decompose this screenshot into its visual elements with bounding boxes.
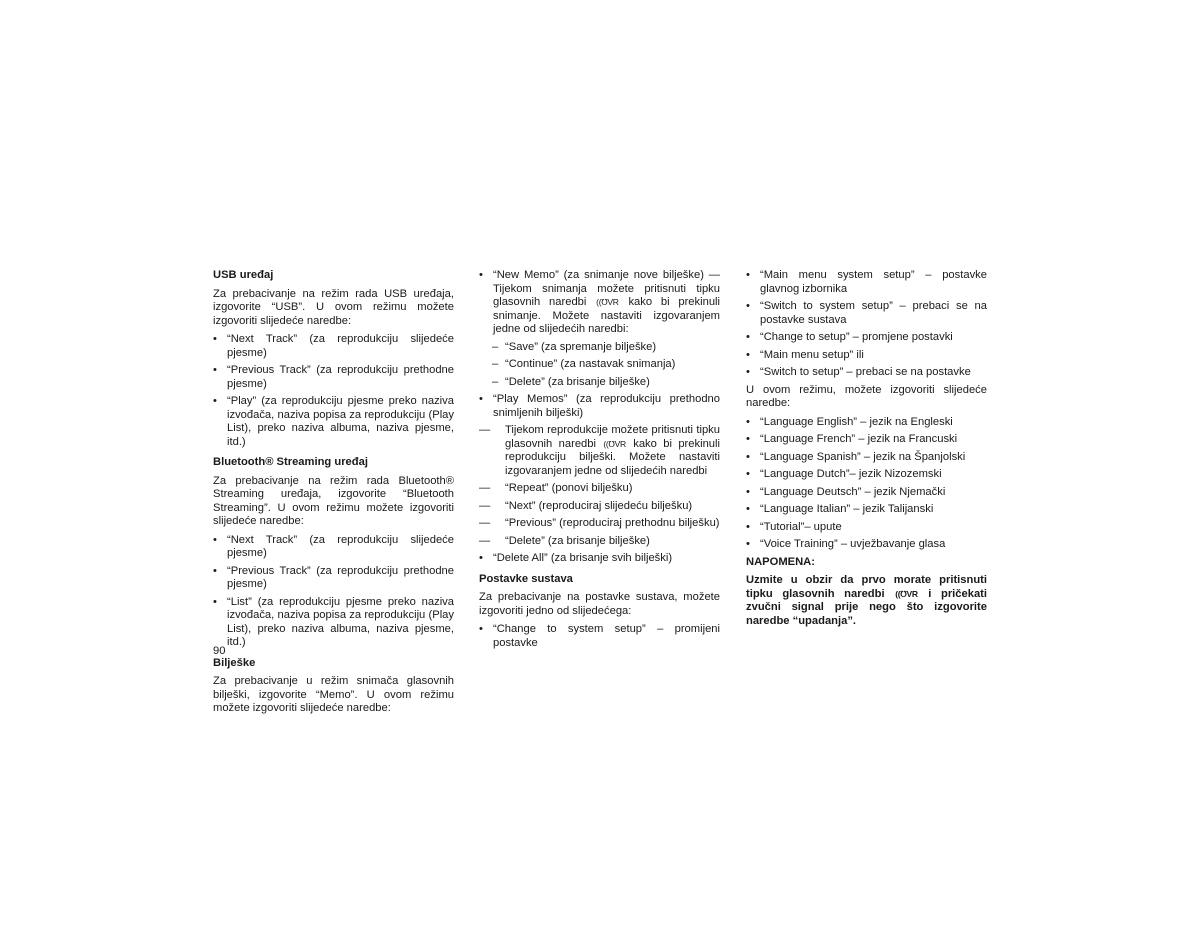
list-item: • “Language Dutch”– jezik Nizozemski bbox=[746, 468, 942, 480]
emdash: — bbox=[479, 424, 491, 436]
sub-item: — “Next” (reproduciraj slijedeću bilješku) bbox=[479, 499, 693, 512]
bullet: • bbox=[746, 485, 750, 498]
bullet: • bbox=[746, 503, 750, 515]
voice-command-icon: ((℧VR bbox=[895, 588, 918, 599]
sub-item: — “Delete” (za brisanje bilješke) bbox=[479, 534, 650, 547]
bluetooth-intro: Za prebacivanje na režim rada Bluetooth® Streaming uređaja, izgovorite “Bluetooth Streaming”. U ovom režimu možete izgovoriti slijedeće naredbe: bbox=[213, 474, 454, 527]
list-item: • “Switch to system setup” – prebaci se na postavke sustava bbox=[746, 300, 987, 326]
list-item: • “Play” (za reprodukciju pjesme preko naziva izvođača, naziva popisa za reprodukciju (Play List), preko naziva albuma, naziva pjesme, itd.) bbox=[213, 395, 454, 448]
list-item: • “Switch to setup” – prebaci se na postavke bbox=[746, 366, 971, 378]
language-intro: U ovom režimu, možete izgovoriti slijedeće naredbe: bbox=[746, 383, 987, 409]
list-item: • “Main menu system setup” – postavke glavnog izbornika bbox=[746, 269, 987, 295]
bullet: • bbox=[213, 564, 217, 577]
bullet: • bbox=[746, 538, 750, 550]
sub-item: — “Previous” (reproduciraj prethodnu bilješku) bbox=[479, 517, 720, 529]
bullet: • bbox=[213, 533, 217, 546]
list-item: • “Voice Training” – uvježbavanje glasa bbox=[746, 538, 946, 550]
bullet: • bbox=[746, 450, 750, 463]
sub-item: – “Save” (za spremanje bilješke) bbox=[492, 340, 657, 353]
bullet: • bbox=[213, 595, 217, 608]
bullet: • bbox=[479, 269, 483, 281]
bullet: • bbox=[479, 552, 483, 564]
sub-item: – “Continue” (za nastavak snimanja) bbox=[492, 358, 676, 370]
list-item: • “Language French” – jezik na Francuski bbox=[746, 433, 958, 445]
page-number: 90 bbox=[213, 645, 226, 657]
bullet: • bbox=[746, 520, 750, 533]
bullet: • bbox=[479, 393, 483, 405]
list-item: • “Next Track” (za reprodukciju slijedeće pjesme) bbox=[213, 533, 454, 559]
list-item: • “List” (za reprodukciju pjesme preko naziva izvođača, naziva popisa za reprodukciju (Play List), preko naziva albuma, naziva pjesme, itd.) bbox=[213, 595, 454, 648]
system-heading: Postavke sustava bbox=[479, 572, 573, 585]
list-item: • “Language English” – jezik na Engleski bbox=[746, 415, 953, 428]
bullet: • bbox=[746, 269, 750, 281]
usb-intro: Za prebacivanje na režim rada USB uređaja, izgovorite “USB”. U ovom režimu možete izgovoriti slijedeće naredbe: bbox=[213, 287, 454, 327]
list-item: • “Previous Track” (za reprodukciju prethodne pjesme) bbox=[213, 364, 454, 390]
bullet: • bbox=[746, 300, 750, 312]
sub-item: — Tijekom reprodukcije možete pritisnuti tipku glasovnih naredbi ((℧VR kako bi prekinuli reprodukciju bilješki. Možete nastaviti izgovaranjem jedne od slijedećih naredbi bbox=[479, 424, 721, 477]
emdash: — bbox=[479, 482, 491, 494]
bullet: • bbox=[213, 333, 217, 345]
usb-heading: USB uređaj bbox=[213, 269, 274, 281]
list-item: • “Tutorial”– upute bbox=[746, 520, 842, 533]
memo-intro: Za prebacivanje u režim snimača glasovnih bilješki, izgovorite “Memo”. U ovom režimu možete izgovoriti slijedeće naredbe: bbox=[213, 675, 454, 714]
list-item-delete-all: • “Delete All” (za brisanje svih bilješki) bbox=[479, 552, 673, 564]
list-item: • “Main menu setup” ili bbox=[746, 348, 864, 361]
emdash: — bbox=[479, 517, 491, 529]
bullet: • bbox=[746, 468, 750, 480]
column-2 bbox=[479, 269, 720, 654]
list-item: • “Language Italian” – jezik Talijanski bbox=[746, 503, 934, 515]
dash: – bbox=[492, 340, 499, 353]
bullet: • bbox=[746, 331, 750, 343]
sub-item: — “Repeat” (ponovi bilješku) bbox=[479, 482, 633, 494]
dash: – bbox=[492, 358, 499, 370]
note-text: Uzmite u obzir da prvo morate pritisnuti tipku glasovnih naredbi ((℧VR i pričekati zvučni signal prije nego što izgovorite naredbe “upadanja”. bbox=[746, 574, 987, 627]
system-intro: Za prebacivanje na postavke sustava, možete izgovoriti jedno od slijedećega: bbox=[479, 591, 720, 617]
memo-heading: Bilješke bbox=[213, 656, 256, 669]
list-item: • “Next Track” (za reprodukciju slijedeće pjesme) bbox=[213, 333, 454, 359]
list-item: • “Change to setup” – promjene postavki bbox=[746, 331, 953, 343]
note-heading: NAPOMENA: bbox=[746, 555, 815, 568]
list-item: • “Language Spanish” – jezik na Španjolski bbox=[746, 450, 966, 463]
bullet: • bbox=[213, 364, 217, 376]
column-1 bbox=[213, 269, 454, 721]
emdash: — bbox=[479, 499, 491, 512]
list-item: • “Language Deutsch” – jezik Njemački bbox=[746, 485, 946, 498]
bullet: • bbox=[746, 415, 750, 428]
dash: – bbox=[492, 375, 499, 388]
voice-command-icon: ((℧VR bbox=[603, 438, 626, 449]
list-item: • “Change to system setup” – promijeni postavke bbox=[479, 623, 720, 649]
emdash: — bbox=[479, 534, 491, 547]
list-item-new-memo: • “New Memo” (za snimanje nove bilješke) — Tijekom snimanja možete pritisnuti tipku glasovnih naredbi ((℧VR kako bi prekinuli snimanje. Možete nastaviti izgovaranjem jedne od slijedećih naredbi: bbox=[479, 269, 721, 335]
bullet: • bbox=[746, 433, 750, 445]
list-item: • “Previous Track” (za reprodukciju prethodne pjesme) bbox=[213, 564, 454, 590]
bullet: • bbox=[746, 348, 750, 361]
sub-item: – “Delete” (za brisanje bilješke) bbox=[492, 375, 650, 388]
bullet: • bbox=[746, 366, 750, 378]
list-item-play-memos: • “Play Memos” (za reprodukciju prethodno snimljenih bilješki) bbox=[479, 393, 720, 419]
column-3 bbox=[746, 269, 987, 633]
bluetooth-heading: Bluetooth® Streaming uređaj bbox=[213, 456, 368, 468]
bullet: • bbox=[213, 395, 217, 407]
bullet: • bbox=[479, 623, 483, 635]
voice-command-icon: ((℧VR bbox=[596, 297, 619, 307]
